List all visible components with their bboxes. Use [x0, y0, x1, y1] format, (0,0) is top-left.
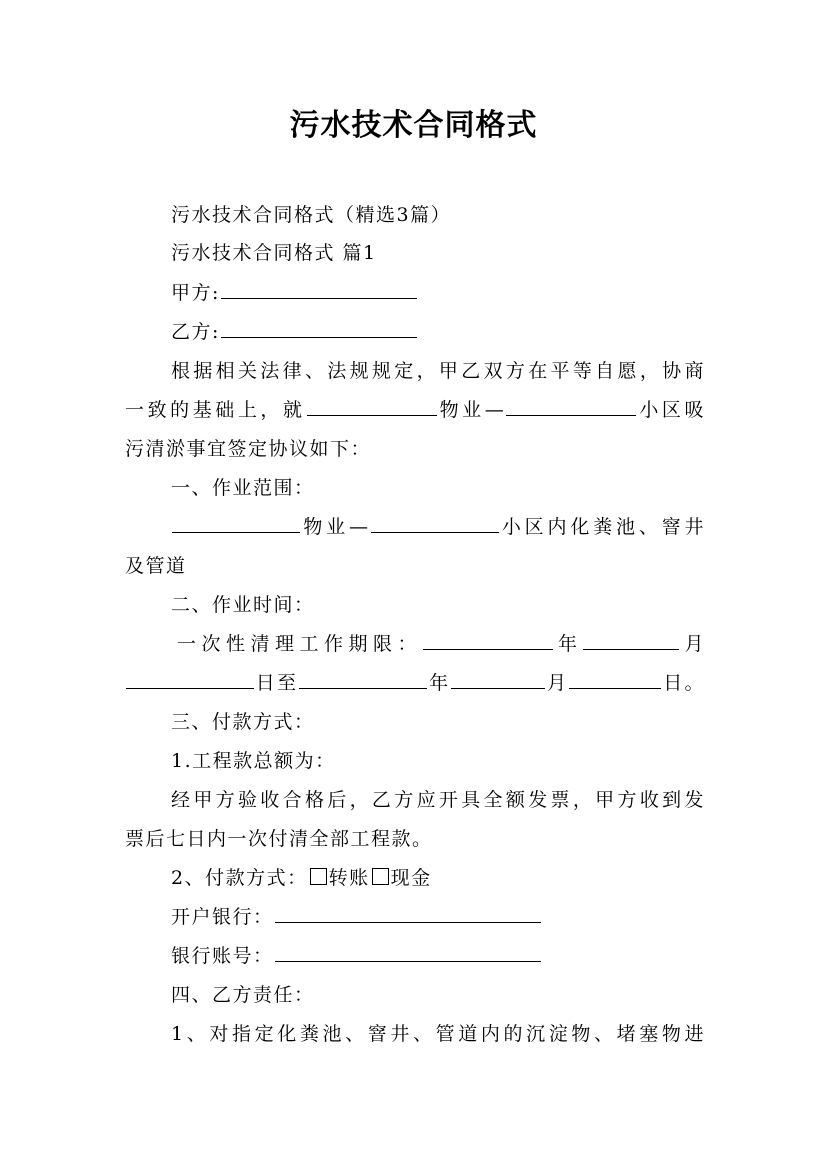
- paragraph-intro-line3: 污清淤事宜签定协议如下：: [125, 438, 372, 460]
- start-month-blank: [583, 631, 679, 650]
- payment-method-line: 2、付款方式： 转账 现金: [171, 867, 432, 889]
- end-year-blank: [299, 670, 427, 689]
- section-payment-heading: 三、付款方式：: [171, 711, 315, 733]
- section-time-heading: 二、作业时间：: [171, 594, 315, 616]
- article-heading: 污水技术合同格式 篇1: [171, 242, 377, 264]
- payment-paragraph-line2: 票后七日内一次付清全部工程款。: [125, 828, 433, 850]
- start-year-blank: [423, 631, 553, 650]
- community-blank: [506, 397, 636, 416]
- time-line1: 一次性清理工作期限： 年 月: [177, 633, 705, 655]
- section-scope-heading: 一、作业范围：: [171, 477, 315, 499]
- payment-paragraph-line1: 经甲方验收合格后，乙方应开具全额发票，甲方收到发: [171, 789, 705, 811]
- party-a-blank: [221, 280, 417, 299]
- document-title: 污水技术合同格式: [289, 108, 538, 143]
- paragraph-intro-line1: 根据相关法律、法规规定，甲乙双方在平等自愿，协商: [171, 360, 705, 382]
- section-responsibility-heading: 四、乙方责任：: [171, 984, 315, 1006]
- party-b-blank: [221, 319, 417, 338]
- account-blank: [275, 943, 541, 962]
- start-day-blank: [126, 670, 254, 689]
- bank-blank: [275, 904, 541, 923]
- party-a-line: [171, 278, 705, 305]
- scope-community-blank: [371, 514, 499, 533]
- scope-property-blank: [172, 514, 300, 533]
- time-line2: 日至 年 月 日。: [125, 668, 705, 695]
- transfer-checkbox[interactable]: [310, 868, 327, 885]
- end-day-blank: [569, 670, 661, 689]
- scope-line2: 及管道: [125, 555, 187, 577]
- party-b-label: 乙方:: [171, 321, 220, 343]
- end-month-blank: [451, 670, 545, 689]
- bank-line: 开户银行：: [171, 902, 705, 929]
- paragraph-intro-line2: 一致的基础上，就 物业— 小区吸: [125, 399, 705, 421]
- subtitle: 污水技术合同格式（精选3篇）: [171, 204, 452, 226]
- party-b-line: [171, 317, 705, 344]
- payment-total: 1.工程款总额为：: [171, 750, 336, 772]
- responsibility-line1: 1、对指定化粪池、窨井、管道内的沉淀物、堵塞物进: [171, 1023, 705, 1045]
- property-blank: [307, 397, 437, 416]
- cash-checkbox[interactable]: [372, 868, 389, 885]
- scope-line1: 物业— 小区内化粪池、窨井: [171, 512, 705, 539]
- party-a-label: 甲方:: [171, 282, 220, 304]
- account-line: 银行账号：: [171, 941, 705, 968]
